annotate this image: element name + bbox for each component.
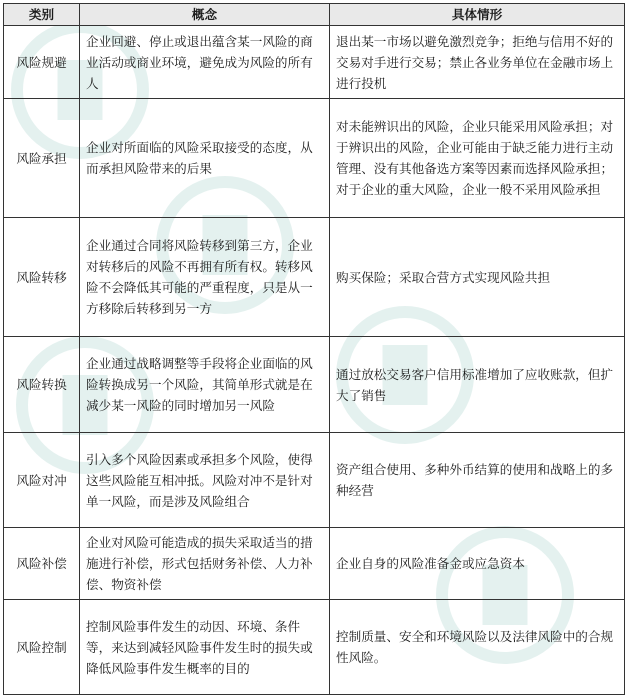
row-concept: 企业对风险可能造成的损失采取适当的措施进行补偿，形式包括财务补偿、人力补偿、物资补偿 — [80, 528, 330, 600]
table-row — [4, 99, 625, 218]
row-concept: 企业通过战略调整等手段将企业面临的风险转换成另一个风险，其简单形式就是在减少某一风险的同时增加另一风险 — [80, 337, 330, 433]
row-details: 企业自身的风险准备金或应急资本 — [330, 528, 625, 600]
header-details: 具体情形 — [330, 4, 625, 26]
table-row — [4, 26, 625, 99]
row-details: 购买保险；采取合营方式实现风险共担 — [330, 218, 625, 337]
row-category: 风险规避 — [4, 26, 80, 99]
header-concept: 概念 — [80, 4, 330, 26]
row-concept: 控制风险事件发生的动因、环境、条件等，来达到减轻风险事件发生时的损失或降低风险事件发生概率的目的 — [80, 600, 330, 695]
row-details: 资产组合使用、多种外币结算的使用和战略上的多种经营 — [330, 433, 625, 528]
row-details: 控制质量、安全和环境风险以及法律风险中的合规性风险。 — [330, 600, 625, 695]
table-row — [4, 433, 625, 528]
row-category: 风险对冲 — [4, 433, 80, 528]
table-row — [4, 218, 625, 337]
row-details: 对未能辨识出的风险，企业只能采用风险承担；对于辨识出的风险，企业可能由于缺乏能力进行主动管理、没有其他备选方案等因素而选择风险承担；对于企业的重大风险，企业一般不采用风险承担 — [330, 99, 625, 218]
row-category: 风险转换 — [4, 337, 80, 433]
risk-response-table — [3, 3, 625, 695]
row-category: 风险承担 — [4, 99, 80, 218]
row-concept: 企业通过合同将风险转移到第三方，企业对转移后的风险不再拥有所有权。转移风险不会降低其可能的严重程度，只是从一方移除后转移到另一方 — [80, 218, 330, 337]
row-details: 退出某一市场以避免激烈竞争；拒绝与信用不好的交易对手进行交易；禁止各业务单位在金融市场上进行投机 — [330, 26, 625, 99]
row-concept: 企业回避、停止或退出蕴含某一风险的商业活动或商业环境，避免成为风险的所有人 — [80, 26, 330, 99]
row-category: 风险补偿 — [4, 528, 80, 600]
table-header-row — [4, 4, 625, 26]
row-concept: 引入多个风险因素或承担多个风险，使得这些风险能互相冲抵。风险对冲不是针对单一风险，而是涉及风险组合 — [80, 433, 330, 528]
row-details: 通过放松交易客户信用标准增加了应收账款，但扩大了销售 — [330, 337, 625, 433]
row-category: 风险控制 — [4, 600, 80, 695]
table-row — [4, 528, 625, 600]
row-category: 风险转移 — [4, 218, 80, 337]
table-row — [4, 600, 625, 695]
row-concept: 企业对所面临的风险采取接受的态度，从而承担风险带来的后果 — [80, 99, 330, 218]
header-category: 类别 — [4, 4, 80, 26]
table-row — [4, 337, 625, 433]
